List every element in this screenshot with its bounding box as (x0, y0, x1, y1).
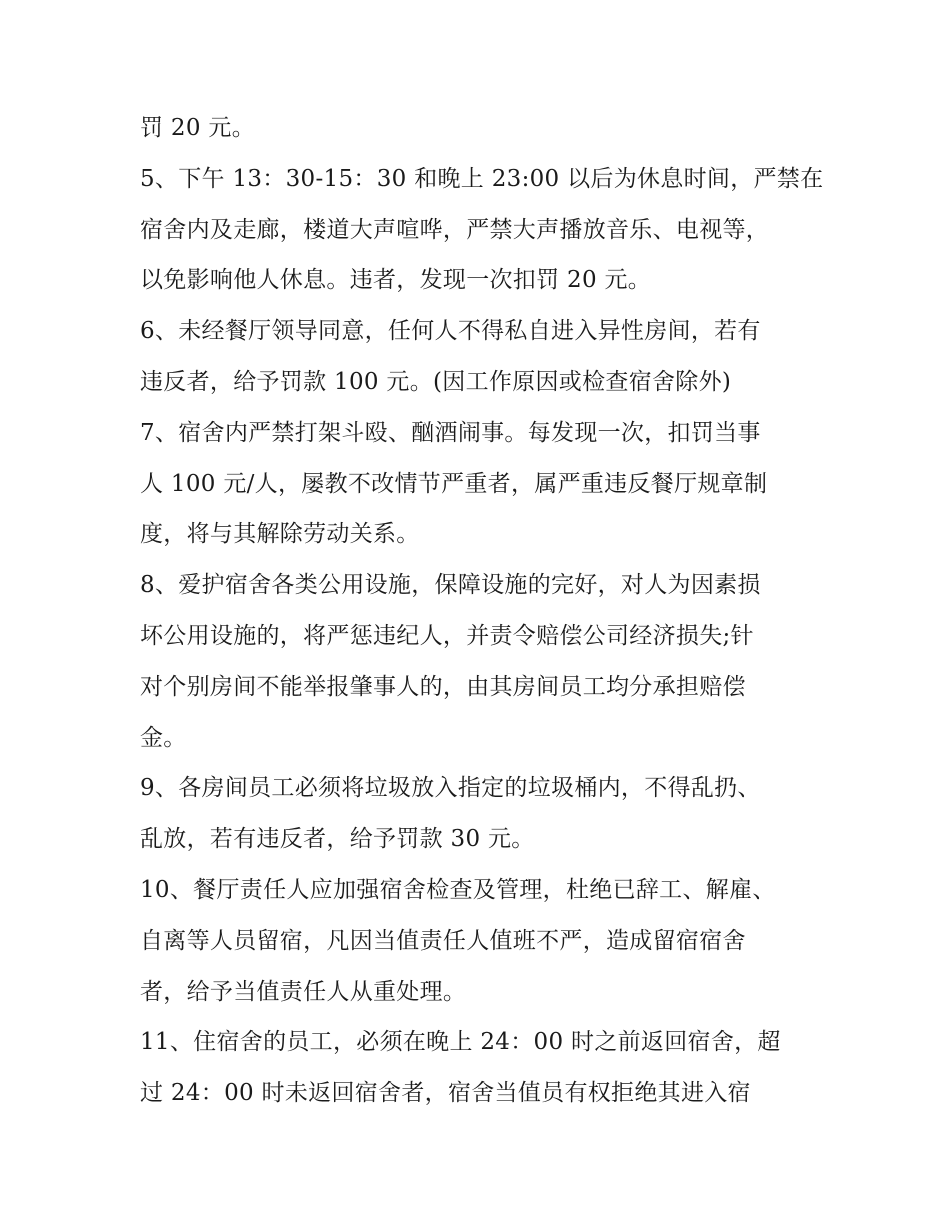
text-line: 罚 20 元。 (140, 115, 255, 141)
text-line: 宿舍内及走廊，楼道大声喧哗，严禁大声播放音乐、电视等， (140, 216, 770, 243)
text-line: 人 100 元/人，屡教不改情节严重者，属严重违反餐厅规章制 (140, 470, 768, 497)
text-line: 坏公用设施的，将严惩违纪人，并责令赔偿公司经济损失;针 (140, 622, 754, 649)
text-line: 自离等人员留宿，凡因当值责任人值班不严，造成留宿宿舍 (140, 927, 746, 954)
text-line: 5、下午 13：30-15：30 和晚上 23:00 以后为休息时间，严禁在 (140, 165, 824, 192)
text-line: 过 24：00 时未返回宿舍者，宿舍当值员有权拒绝其进入宿 (140, 1080, 751, 1107)
text-line: 对个别房间不能举报肇事人的，由其房间员工均分承担赔偿 (140, 673, 746, 700)
text-line: 以免影响他人休息。违者，发现一次扣罚 20 元。 (140, 267, 652, 294)
document-body (140, 103, 824, 1119)
text-line: 11、住宿舍的员工，必须在晚上 24：00 时之前返回宿舍，超 (140, 1029, 781, 1056)
text-line: 乱放，若有违反者，给予罚款 30 元。 (140, 826, 535, 853)
text-line: 者，给予当值责任人从重处理。 (140, 978, 467, 1005)
text-line: 7、宿舍内严禁打架斗殴、酗酒闹事。每发现一次，扣罚当事 (140, 419, 761, 446)
text-line: 10、餐厅责任人应加强宿舍检查及管理，杜绝已辞工、解雇、 (140, 876, 776, 903)
text-line: 违反者，给予罚款 100 元。(因工作原因或检查宿舍除外) (140, 368, 732, 395)
text-line: 6、未经餐厅领导同意，任何人不得私自进入异性房间，若有 (140, 318, 761, 345)
text-line: 9、各房间员工必须将垃圾放入指定的垃圾桶内，不得乱扔、 (140, 775, 761, 802)
text-line: 8、爱护宿舍各类公用设施，保障设施的完好，对人为因素损 (140, 572, 761, 599)
text-line: 金。 (140, 724, 187, 751)
text-line: 度，将与其解除劳动关系。 (140, 521, 420, 548)
